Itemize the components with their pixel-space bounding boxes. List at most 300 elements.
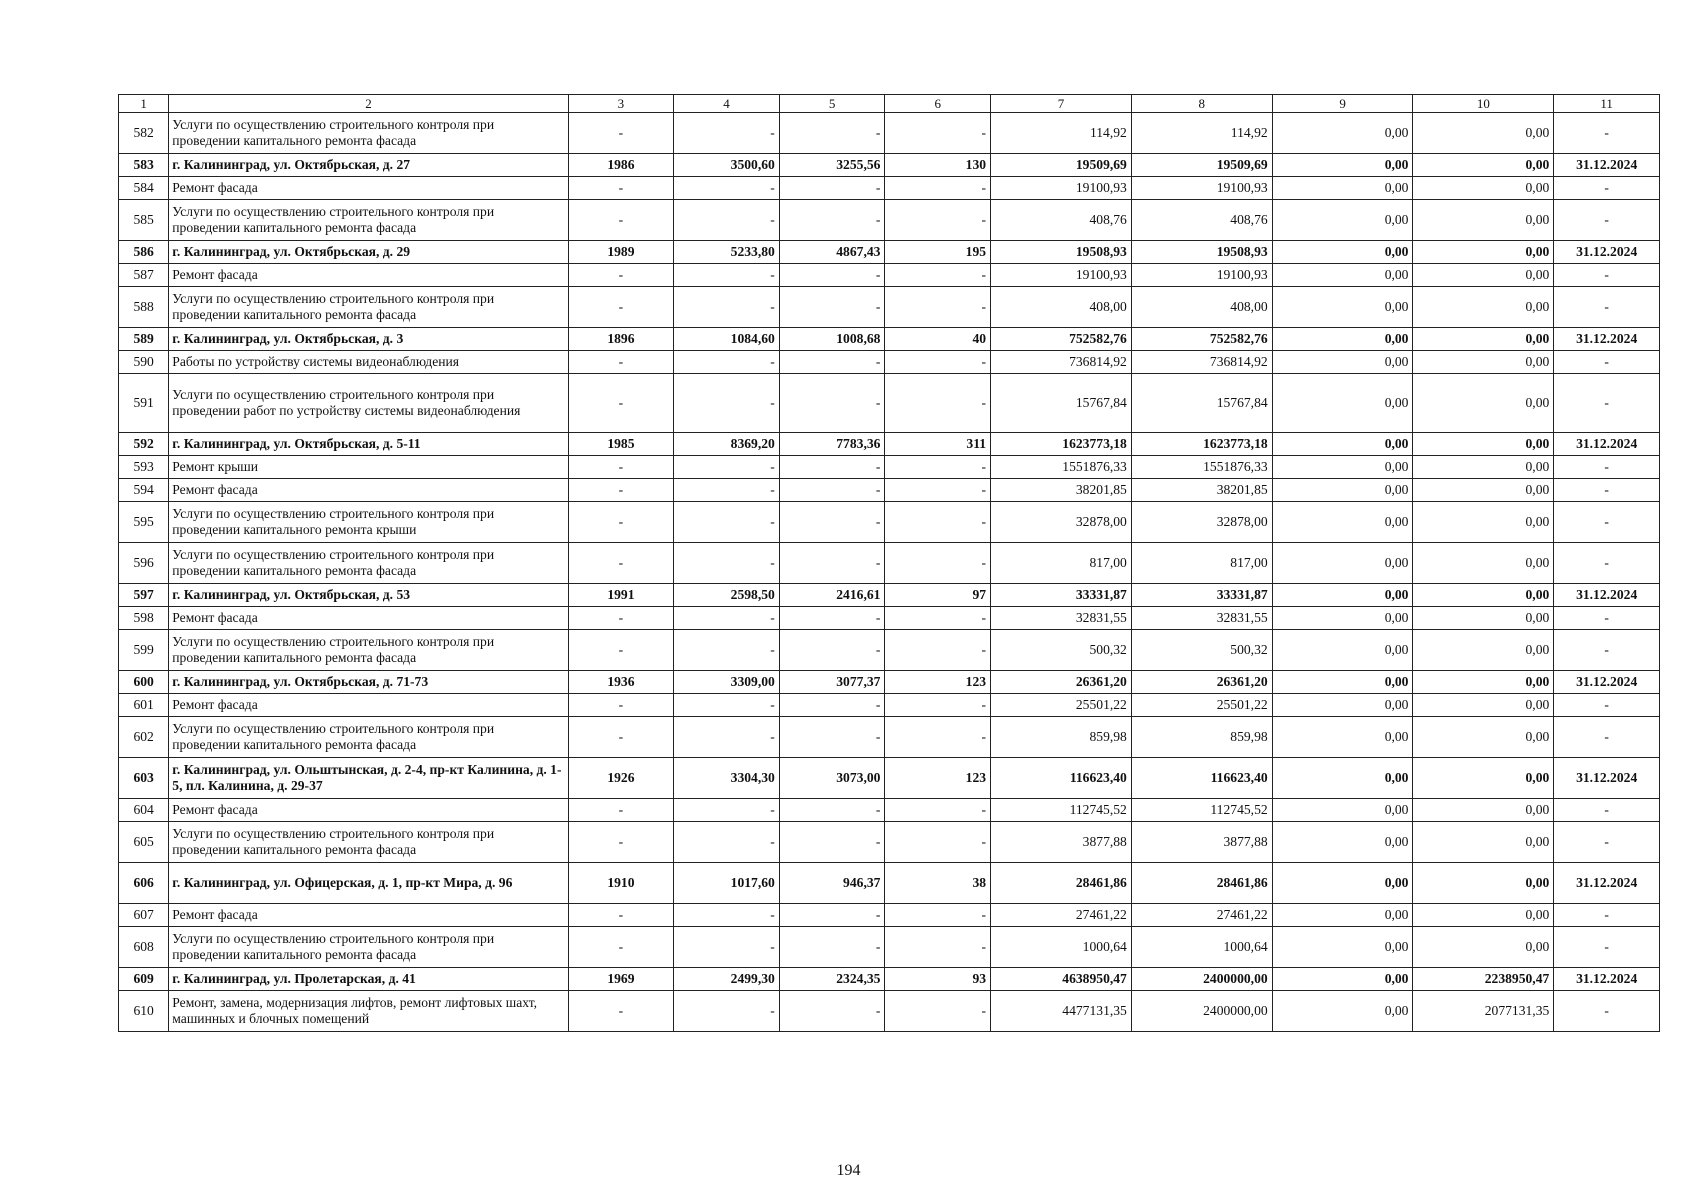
- deadline: -: [1554, 991, 1660, 1032]
- deadline: -: [1554, 543, 1660, 584]
- total-cost: 32831,55: [991, 607, 1132, 630]
- total-area: -: [674, 543, 780, 584]
- row-number: 592: [119, 433, 169, 456]
- residents: 123: [885, 758, 991, 799]
- total-cost: 736814,92: [991, 351, 1132, 374]
- owner-cost: 2077131,35: [1413, 991, 1554, 1032]
- column-header: 4: [674, 95, 780, 113]
- work-row: [119, 822, 1660, 863]
- deadline: 31.12.2024: [1554, 433, 1660, 456]
- total-area: -: [674, 177, 780, 200]
- row-number: 590: [119, 351, 169, 374]
- owner-cost: 0,00: [1413, 479, 1554, 502]
- build-year: 1926: [568, 758, 674, 799]
- living-area: -: [779, 177, 885, 200]
- owner-cost: 0,00: [1413, 694, 1554, 717]
- build-year: 1985: [568, 433, 674, 456]
- fund-cost: 2400000,00: [1131, 991, 1272, 1032]
- total-area: -: [674, 694, 780, 717]
- fund-cost: 28461,86: [1131, 863, 1272, 904]
- work-description: г. Калининград, ул. Октябрьская, д. 27: [169, 154, 568, 177]
- owner-cost: 0,00: [1413, 607, 1554, 630]
- document-sheet: [118, 94, 1660, 1032]
- total-area: -: [674, 200, 780, 241]
- total-cost: 408,00: [991, 287, 1132, 328]
- column-header: 5: [779, 95, 885, 113]
- deadline: -: [1554, 374, 1660, 433]
- owner-cost: 0,00: [1413, 351, 1554, 374]
- work-row: [119, 502, 1660, 543]
- living-area: -: [779, 113, 885, 154]
- owner-cost: 0,00: [1413, 328, 1554, 351]
- build-year: -: [568, 991, 674, 1032]
- living-area: 3255,56: [779, 154, 885, 177]
- work-description: Услуги по осуществлению строительного контроля при проведении капитального ремонта фасада: [169, 822, 568, 863]
- owner-cost: 0,00: [1413, 799, 1554, 822]
- row-number: 598: [119, 607, 169, 630]
- work-row: [119, 351, 1660, 374]
- budget-cost: 0,00: [1272, 968, 1413, 991]
- budget-cost: 0,00: [1272, 328, 1413, 351]
- fund-cost: 408,76: [1131, 200, 1272, 241]
- living-area: 1008,68: [779, 328, 885, 351]
- column-header: 6: [885, 95, 991, 113]
- work-row: [119, 694, 1660, 717]
- work-description: Ремонт фасада: [169, 607, 568, 630]
- total-area: -: [674, 717, 780, 758]
- fund-cost: 2400000,00: [1131, 968, 1272, 991]
- row-number: 604: [119, 799, 169, 822]
- row-number: 609: [119, 968, 169, 991]
- address-row: [119, 968, 1660, 991]
- build-year: 1991: [568, 584, 674, 607]
- address-row: [119, 863, 1660, 904]
- residents: -: [885, 200, 991, 241]
- budget-cost: 0,00: [1272, 502, 1413, 543]
- owner-cost: 0,00: [1413, 630, 1554, 671]
- owner-cost: 0,00: [1413, 863, 1554, 904]
- work-row: [119, 287, 1660, 328]
- living-area: -: [779, 479, 885, 502]
- work-row: [119, 113, 1660, 154]
- total-cost: 19509,69: [991, 154, 1132, 177]
- owner-cost: 0,00: [1413, 502, 1554, 543]
- build-year: -: [568, 479, 674, 502]
- budget-cost: 0,00: [1272, 607, 1413, 630]
- total-area: 3500,60: [674, 154, 780, 177]
- work-description: г. Калининград, ул. Октябрьская, д. 3: [169, 328, 568, 351]
- owner-cost: 0,00: [1413, 200, 1554, 241]
- total-area: -: [674, 479, 780, 502]
- capital-repair-table: [118, 94, 1660, 1032]
- build-year: -: [568, 177, 674, 200]
- deadline: -: [1554, 177, 1660, 200]
- total-area: -: [674, 822, 780, 863]
- row-number: 595: [119, 502, 169, 543]
- column-number-header-row: [119, 95, 1660, 113]
- residents: -: [885, 479, 991, 502]
- deadline: -: [1554, 113, 1660, 154]
- budget-cost: 0,00: [1272, 374, 1413, 433]
- living-area: 2324,35: [779, 968, 885, 991]
- living-area: -: [779, 717, 885, 758]
- row-number: 585: [119, 200, 169, 241]
- deadline: 31.12.2024: [1554, 863, 1660, 904]
- work-description: Ремонт фасада: [169, 799, 568, 822]
- build-year: -: [568, 630, 674, 671]
- total-area: -: [674, 904, 780, 927]
- build-year: -: [568, 927, 674, 968]
- column-header: 8: [1131, 95, 1272, 113]
- fund-cost: 19100,93: [1131, 264, 1272, 287]
- address-row: [119, 241, 1660, 264]
- build-year: -: [568, 287, 674, 328]
- total-cost: 4477131,35: [991, 991, 1132, 1032]
- work-description: Ремонт крыши: [169, 456, 568, 479]
- fund-cost: 500,32: [1131, 630, 1272, 671]
- fund-cost: 15767,84: [1131, 374, 1272, 433]
- total-area: 2598,50: [674, 584, 780, 607]
- living-area: -: [779, 694, 885, 717]
- residents: -: [885, 607, 991, 630]
- total-cost: 752582,76: [991, 328, 1132, 351]
- living-area: 4867,43: [779, 241, 885, 264]
- build-year: -: [568, 694, 674, 717]
- total-area: -: [674, 456, 780, 479]
- total-cost: 114,92: [991, 113, 1132, 154]
- living-area: -: [779, 264, 885, 287]
- build-year: 1989: [568, 241, 674, 264]
- work-description: Услуги по осуществлению строительного контроля при проведении капитального ремонта фасада: [169, 927, 568, 968]
- work-description: Услуги по осуществлению строительного контроля при проведении капитального ремонта крыши: [169, 502, 568, 543]
- budget-cost: 0,00: [1272, 904, 1413, 927]
- budget-cost: 0,00: [1272, 287, 1413, 328]
- total-cost: 25501,22: [991, 694, 1132, 717]
- deadline: -: [1554, 630, 1660, 671]
- living-area: 3073,00: [779, 758, 885, 799]
- deadline: -: [1554, 287, 1660, 328]
- owner-cost: 2238950,47: [1413, 968, 1554, 991]
- row-number: 584: [119, 177, 169, 200]
- column-header: 3: [568, 95, 674, 113]
- residents: -: [885, 991, 991, 1032]
- residents: -: [885, 717, 991, 758]
- address-row: [119, 154, 1660, 177]
- work-description: г. Калининград, ул. Ольштынская, д. 2-4, пр-кт Калинина, д. 1-5, пл. Калинина, д. 29-37: [169, 758, 568, 799]
- residents: 97: [885, 584, 991, 607]
- fund-cost: 752582,76: [1131, 328, 1272, 351]
- owner-cost: 0,00: [1413, 671, 1554, 694]
- total-cost: 15767,84: [991, 374, 1132, 433]
- work-description: Услуги по осуществлению строительного контроля при проведении капитального ремонта фасада: [169, 630, 568, 671]
- fund-cost: 736814,92: [1131, 351, 1272, 374]
- residents: 93: [885, 968, 991, 991]
- owner-cost: 0,00: [1413, 154, 1554, 177]
- total-area: -: [674, 374, 780, 433]
- total-cost: 19100,93: [991, 264, 1132, 287]
- fund-cost: 19100,93: [1131, 177, 1272, 200]
- work-row: [119, 177, 1660, 200]
- living-area: -: [779, 287, 885, 328]
- row-number: 593: [119, 456, 169, 479]
- residents: 40: [885, 328, 991, 351]
- fund-cost: 116623,40: [1131, 758, 1272, 799]
- living-area: -: [779, 502, 885, 543]
- living-area: -: [779, 991, 885, 1032]
- living-area: -: [779, 822, 885, 863]
- build-year: 1986: [568, 154, 674, 177]
- residents: 123: [885, 671, 991, 694]
- work-description: г. Калининград, ул. Пролетарская, д. 41: [169, 968, 568, 991]
- fund-cost: 1000,64: [1131, 927, 1272, 968]
- budget-cost: 0,00: [1272, 200, 1413, 241]
- budget-cost: 0,00: [1272, 264, 1413, 287]
- row-number: 591: [119, 374, 169, 433]
- deadline: 31.12.2024: [1554, 671, 1660, 694]
- page-number: 194: [836, 1162, 861, 1179]
- build-year: -: [568, 456, 674, 479]
- total-cost: 19508,93: [991, 241, 1132, 264]
- fund-cost: 19508,93: [1131, 241, 1272, 264]
- work-description: Ремонт фасада: [169, 694, 568, 717]
- budget-cost: 0,00: [1272, 758, 1413, 799]
- total-area: -: [674, 799, 780, 822]
- living-area: 2416,61: [779, 584, 885, 607]
- budget-cost: 0,00: [1272, 717, 1413, 758]
- fund-cost: 26361,20: [1131, 671, 1272, 694]
- total-cost: 500,32: [991, 630, 1132, 671]
- residents: 130: [885, 154, 991, 177]
- deadline: 31.12.2024: [1554, 968, 1660, 991]
- work-row: [119, 799, 1660, 822]
- deadline: -: [1554, 694, 1660, 717]
- owner-cost: 0,00: [1413, 113, 1554, 154]
- work-description: г. Калининград, ул. Октябрьская, д. 5-11: [169, 433, 568, 456]
- budget-cost: 0,00: [1272, 584, 1413, 607]
- fund-cost: 3877,88: [1131, 822, 1272, 863]
- total-cost: 408,76: [991, 200, 1132, 241]
- row-number: 587: [119, 264, 169, 287]
- budget-cost: 0,00: [1272, 927, 1413, 968]
- column-header: 7: [991, 95, 1132, 113]
- row-number: 602: [119, 717, 169, 758]
- residents: 195: [885, 241, 991, 264]
- budget-cost: 0,00: [1272, 113, 1413, 154]
- residents: 311: [885, 433, 991, 456]
- deadline: 31.12.2024: [1554, 154, 1660, 177]
- deadline: -: [1554, 822, 1660, 863]
- total-cost: 26361,20: [991, 671, 1132, 694]
- living-area: 946,37: [779, 863, 885, 904]
- build-year: -: [568, 543, 674, 584]
- budget-cost: 0,00: [1272, 433, 1413, 456]
- total-cost: 1551876,33: [991, 456, 1132, 479]
- owner-cost: 0,00: [1413, 822, 1554, 863]
- row-number: 603: [119, 758, 169, 799]
- row-number: 610: [119, 991, 169, 1032]
- build-year: -: [568, 351, 674, 374]
- budget-cost: 0,00: [1272, 799, 1413, 822]
- deadline: -: [1554, 717, 1660, 758]
- build-year: -: [568, 799, 674, 822]
- total-cost: 112745,52: [991, 799, 1132, 822]
- total-cost: 1000,64: [991, 927, 1132, 968]
- build-year: 1910: [568, 863, 674, 904]
- row-number: 600: [119, 671, 169, 694]
- total-area: -: [674, 502, 780, 543]
- work-description: Услуги по осуществлению строительного контроля при проведении капитального ремонта фасада: [169, 287, 568, 328]
- column-header: 2: [169, 95, 568, 113]
- build-year: -: [568, 904, 674, 927]
- residents: -: [885, 904, 991, 927]
- owner-cost: 0,00: [1413, 287, 1554, 328]
- deadline: -: [1554, 799, 1660, 822]
- work-description: Услуги по осуществлению строительного контроля при проведении капитального ремонта фасада: [169, 113, 568, 154]
- work-row: [119, 479, 1660, 502]
- residents: -: [885, 287, 991, 328]
- work-description: Ремонт, замена, модернизация лифтов, ремонт лифтовых шахт, машинных и блочных помещений: [169, 991, 568, 1032]
- owner-cost: 0,00: [1413, 927, 1554, 968]
- total-area: 3304,30: [674, 758, 780, 799]
- row-number: 597: [119, 584, 169, 607]
- total-area: -: [674, 991, 780, 1032]
- residents: -: [885, 927, 991, 968]
- budget-cost: 0,00: [1272, 154, 1413, 177]
- work-description: г. Калининград, ул. Офицерская, д. 1, пр-кт Мира, д. 96: [169, 863, 568, 904]
- total-cost: 859,98: [991, 717, 1132, 758]
- row-number: 607: [119, 904, 169, 927]
- deadline: -: [1554, 351, 1660, 374]
- address-row: [119, 671, 1660, 694]
- address-row: [119, 328, 1660, 351]
- living-area: 7783,36: [779, 433, 885, 456]
- row-number: 594: [119, 479, 169, 502]
- fund-cost: 114,92: [1131, 113, 1272, 154]
- deadline: 31.12.2024: [1554, 241, 1660, 264]
- residents: -: [885, 374, 991, 433]
- residents: -: [885, 799, 991, 822]
- total-area: 3309,00: [674, 671, 780, 694]
- residents: -: [885, 630, 991, 671]
- total-area: -: [674, 287, 780, 328]
- total-cost: 4638950,47: [991, 968, 1132, 991]
- deadline: 31.12.2024: [1554, 328, 1660, 351]
- residents: -: [885, 456, 991, 479]
- work-description: г. Калининград, ул. Октябрьская, д. 53: [169, 584, 568, 607]
- deadline: 31.12.2024: [1554, 584, 1660, 607]
- total-area: -: [674, 927, 780, 968]
- row-number: 589: [119, 328, 169, 351]
- residents: -: [885, 502, 991, 543]
- owner-cost: 0,00: [1413, 177, 1554, 200]
- budget-cost: 0,00: [1272, 177, 1413, 200]
- living-area: -: [779, 904, 885, 927]
- build-year: -: [568, 374, 674, 433]
- work-description: Работы по устройству системы видеонаблюдения: [169, 351, 568, 374]
- row-number: 588: [119, 287, 169, 328]
- work-description: Услуги по осуществлению строительного контроля при проведении капитального ремонта фасада: [169, 717, 568, 758]
- budget-cost: 0,00: [1272, 694, 1413, 717]
- work-description: г. Калининград, ул. Октябрьская, д. 71-73: [169, 671, 568, 694]
- row-number: 599: [119, 630, 169, 671]
- deadline: -: [1554, 200, 1660, 241]
- living-area: -: [779, 927, 885, 968]
- build-year: -: [568, 113, 674, 154]
- owner-cost: 0,00: [1413, 758, 1554, 799]
- work-description: Ремонт фасада: [169, 479, 568, 502]
- build-year: 1936: [568, 671, 674, 694]
- residents: 38: [885, 863, 991, 904]
- fund-cost: 33331,87: [1131, 584, 1272, 607]
- budget-cost: 0,00: [1272, 822, 1413, 863]
- budget-cost: 0,00: [1272, 479, 1413, 502]
- living-area: -: [779, 200, 885, 241]
- deadline: -: [1554, 264, 1660, 287]
- work-row: [119, 717, 1660, 758]
- deadline: -: [1554, 904, 1660, 927]
- total-area: -: [674, 630, 780, 671]
- table-body: [119, 113, 1660, 1032]
- total-area: -: [674, 607, 780, 630]
- column-header: 11: [1554, 95, 1660, 113]
- budget-cost: 0,00: [1272, 351, 1413, 374]
- residents: -: [885, 177, 991, 200]
- living-area: -: [779, 351, 885, 374]
- budget-cost: 0,00: [1272, 671, 1413, 694]
- deadline: -: [1554, 456, 1660, 479]
- living-area: -: [779, 456, 885, 479]
- fund-cost: 25501,22: [1131, 694, 1272, 717]
- row-number: 601: [119, 694, 169, 717]
- row-number: 605: [119, 822, 169, 863]
- deadline: -: [1554, 927, 1660, 968]
- row-number: 608: [119, 927, 169, 968]
- row-number: 583: [119, 154, 169, 177]
- owner-cost: 0,00: [1413, 717, 1554, 758]
- total-area: -: [674, 113, 780, 154]
- total-area: 2499,30: [674, 968, 780, 991]
- fund-cost: 1551876,33: [1131, 456, 1272, 479]
- deadline: 31.12.2024: [1554, 758, 1660, 799]
- total-cost: 38201,85: [991, 479, 1132, 502]
- work-row: [119, 456, 1660, 479]
- row-number: 596: [119, 543, 169, 584]
- work-row: [119, 927, 1660, 968]
- total-area: 8369,20: [674, 433, 780, 456]
- total-area: -: [674, 264, 780, 287]
- fund-cost: 817,00: [1131, 543, 1272, 584]
- build-year: -: [568, 822, 674, 863]
- total-area: 5233,80: [674, 241, 780, 264]
- fund-cost: 32878,00: [1131, 502, 1272, 543]
- fund-cost: 408,00: [1131, 287, 1272, 328]
- column-header: 9: [1272, 95, 1413, 113]
- address-row: [119, 584, 1660, 607]
- total-area: -: [674, 351, 780, 374]
- column-header: 1: [119, 95, 169, 113]
- work-row: [119, 264, 1660, 287]
- work-row: [119, 607, 1660, 630]
- build-year: -: [568, 502, 674, 543]
- work-row: [119, 543, 1660, 584]
- work-description: Услуги по осуществлению строительного контроля при проведении капитального ремонта фасада: [169, 200, 568, 241]
- build-year: -: [568, 607, 674, 630]
- row-number: 586: [119, 241, 169, 264]
- owner-cost: 0,00: [1413, 374, 1554, 433]
- budget-cost: 0,00: [1272, 863, 1413, 904]
- work-description: Ремонт фасада: [169, 904, 568, 927]
- deadline: -: [1554, 479, 1660, 502]
